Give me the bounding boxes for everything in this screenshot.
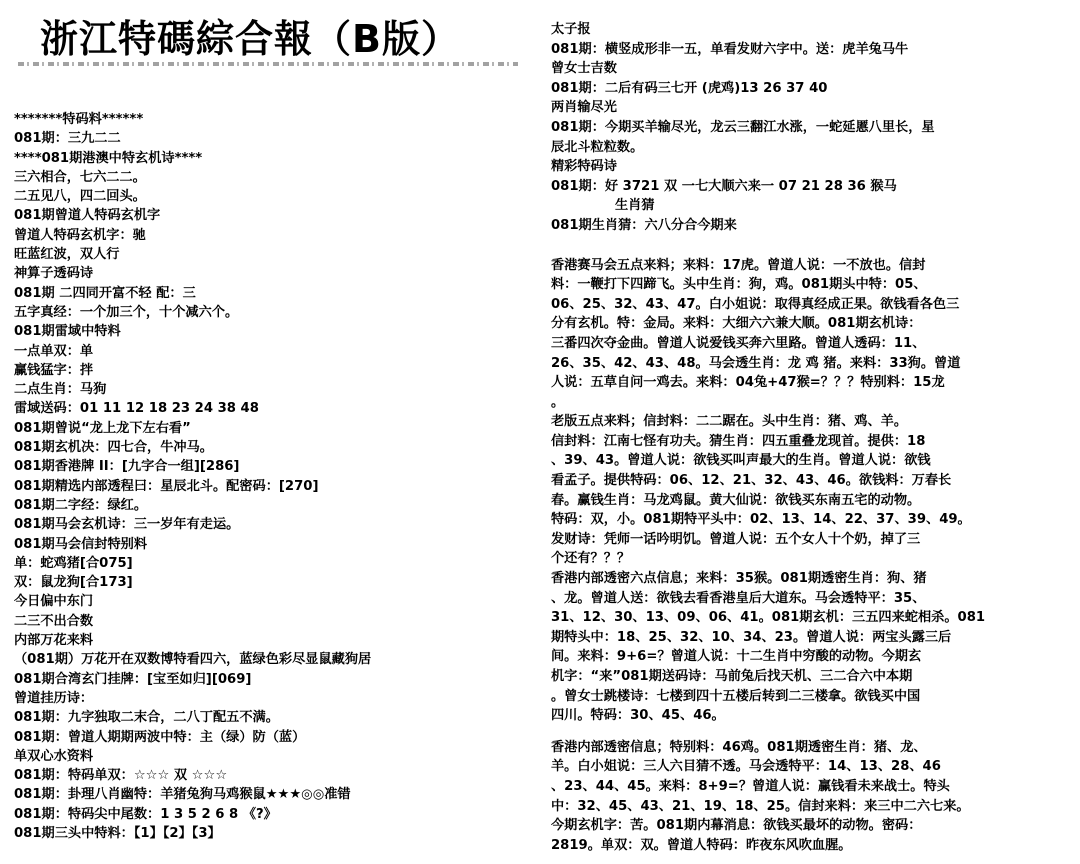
text-line: 081期曾说“龙上龙下左右看” (14, 420, 191, 436)
text-line: 羊。白小姐说：三人六目猜不透。马会透特平：14、13、28、46 (551, 759, 941, 775)
info-paragraph (551, 738, 1077, 856)
text-line: 发财诗：凭师一话吟明饥。曾道人说：五个女人十个奶，掉了三 (551, 531, 921, 547)
text-line: 06、25、32、43、47。白小姐说：取得真经成正果。欲钱看各色三 (551, 296, 960, 312)
title-scribble (18, 62, 518, 66)
text-line: 、39、43。曾道人说：欲钱买叫声最大的生肖。曾道人说：欲钱 (551, 453, 931, 469)
text-line: 081期二字经：绿红。 (14, 497, 148, 513)
text-line: 2819。单双：双。曾道人特码：昨夜东风吹血腥。 (551, 837, 852, 853)
text-line: 081期：三九二二 (14, 131, 121, 147)
text-line: 081期：曾道人期期两波中特：主（绿）防（蓝） (14, 729, 306, 745)
text-line: 分有玄机。特：金局。来料：大细六六兼大顺。081期玄机诗： (551, 316, 922, 332)
text-line: 081期马会玄机诗：三一岁年有走运。 (14, 517, 240, 533)
text-line: 单：蛇鸡猪[合075] (14, 555, 133, 571)
text-line: 081期：横竖成形非一五，单看发财六字中。送：虎羊兔马牛 (551, 41, 909, 57)
info-paragraph (551, 256, 1077, 726)
text-line: 081期三头中特料：【1】【2】【3】 (14, 825, 221, 841)
text-line: 曾道挂历诗： (14, 690, 94, 706)
text-line: 三番四次夺金曲。曾道人说爱钱买奔六里路。曾道人透码：11、 (551, 335, 926, 351)
text-line: 春。赢钱生肖：马龙鸡鼠。黄大仙说：欲钱买东南五宅的动物。 (551, 492, 921, 508)
text-line: 个还有？？？ (551, 551, 631, 567)
text-line: 081期：特码单双：☆☆☆ 双 ☆☆☆ (14, 768, 228, 784)
text-line: ****081期港澳中特玄机诗**** (14, 150, 203, 166)
text-line: 二点生肖：马狗 (14, 382, 107, 398)
text-line: 081期曾道人特码玄机字 (14, 208, 161, 224)
text-line: 081期香港牌 II：[九字合一组][286] (14, 459, 240, 475)
text-line: 生肖猜 (615, 198, 655, 214)
text-line: 信封料：江南七怪有功夫。猜生肖：四五重叠龙现首。提供：18 (551, 433, 926, 449)
text-line: 。 (551, 394, 565, 410)
text-line: 。曾女士跳楼诗：七楼到四十五楼后转到二三楼拿。欲钱买中国 (551, 688, 921, 704)
text-line: 26、35、42、43、48。马会透生肖：龙 鸡 猪。来料：33狗。曾道 (551, 355, 961, 371)
text-line: 精彩特码诗 (551, 159, 617, 175)
text-line: 081期：二后有码三七开 (虎鸡)13 26 37 40 (551, 80, 828, 96)
text-line: 31、12、30、13、09、06、41。081期玄机：三五四来蛇相杀。081 (551, 610, 986, 626)
text-line: 雷域送码：01 11 12 18 23 24 38 48 (14, 401, 259, 417)
text-line: 曾女士吉数 (551, 61, 617, 77)
text-line: 人说：五草自问一鸡去。来料：04兔+47猴=？？？特别料：15龙 (551, 375, 945, 391)
text-line: 中：32、45、43、21、19、18、25。信封来料：来三中二六七来。 (551, 798, 970, 814)
text-line: 料：一鞭打下四蹄飞。头中生肖：狗，鸡。081期头中特：05、 (551, 277, 927, 293)
text-line: （081期）万花开在双数博特看四六，蓝绿色彩尽显鼠藏狗居 (14, 652, 372, 668)
text-line: 辰北斗粒粒数。 (551, 139, 644, 155)
text-line: 老版五点来料；信封料：二二踞在。头中生肖：猪、鸡、羊。 (551, 414, 908, 430)
text-line: 间。来料：9+6=？曾道人说：十二生肖中穷酸的动物。今期玄 (551, 649, 922, 665)
text-line: 期特头中：18、25、32、10、34、23。曾道人说：两宝头露三后 (551, 629, 952, 645)
text-line: 赢钱猛字：拌 (14, 362, 94, 378)
text-line: 神算子透码诗 (14, 266, 94, 282)
text-line: 081期：好 3721 双 一七大顺六来一 07 21 28 36 猴马 (551, 178, 897, 194)
text-line: 、龙。曾道人送：欲钱去看香港皇后大道东。马会透特平：35、 (551, 590, 926, 606)
text-line: 081期：今期买羊输尽光，龙云三翻江水涨，一蛇延慝八里长，星 (551, 119, 935, 135)
text-line: 两肖输尽光 (551, 100, 617, 116)
text-line: 双：鼠龙狗[合173] (14, 575, 133, 591)
text-line: 081期合湾玄门挂牌：[宝至如归][069] (14, 671, 252, 687)
text-line: 081期：卦理八肖幽特：羊猪兔狗马鸡猴鼠★★★◎◎准错 (14, 787, 351, 803)
text-line: 081期玄机决：四七合，牛冲马。 (14, 440, 213, 456)
left-column (14, 110, 534, 843)
text-line: 今期玄机字：苦。081期内幕消息：欲钱买最坏的动物。密码： (551, 818, 922, 834)
text-line: 旺蓝红波，双人行 (14, 247, 120, 263)
text-line: 081期 二四同开富不轻 配：三 (14, 285, 196, 301)
text-line: 五字真经：一个加三个，十个减六个。 (14, 304, 239, 320)
text-line: 081期雷域中特料 (14, 324, 121, 340)
text-line: 081期精选内部透程曰：星辰北斗。配密码：[270] (14, 478, 319, 494)
right-column (551, 20, 1077, 855)
page-title: 浙江特碼綜合報（B版） (40, 17, 460, 61)
text-line: 今日偏中东门 (14, 594, 94, 610)
text-line: 看孟子。提供特码：06、12、21、32、43、46。欲钱料：万春长 (551, 473, 952, 489)
text-line: 香港赛马会五点来料；来料：17虎。曾道人说：一不放也。信封 (551, 257, 926, 273)
text-line: 一点单双：单 (14, 343, 94, 359)
text-line: 机字：“来”081期送码诗：马前兔后找天机、三二合六中本期 (551, 669, 913, 684)
text-line: 四川。特码：30、45、46。 (551, 708, 725, 724)
text-line: 香港内部透密信息；特别料：46鸡。081期透密生肖：猪、龙、 (551, 739, 927, 755)
text-line: 单双心水资料 (14, 748, 94, 764)
text-line: *******特码料****** (14, 112, 144, 127)
text-line: 二三不出合数 (14, 613, 94, 629)
text-line: 081期生肖猜：六八分合今期来 (551, 217, 737, 233)
text-line: 三六相合，七六二二。 (14, 169, 146, 185)
text-line: 香港内部透密六点信息；来料：35猴。081期透密生肖：狗、猪 (551, 571, 927, 587)
text-line: 081期：九字独取二末合，二八丁配五不满。 (14, 710, 279, 726)
text-line: 、23、44、45。来料：8+9=？曾道人说：赢钱看未来战士。特头 (551, 778, 950, 794)
text-line: 二五见八，四二回头。 (14, 189, 146, 205)
text-line: 特码：双，小。081期特平头中：02、13、14、22、37、39、49。 (551, 512, 971, 528)
text-line: 曾道人特码玄机字：驰 (14, 227, 146, 243)
text-line: 081期：特码尖中尾数：1 3 5 2 6 8 《?》 (14, 806, 277, 822)
text-line: 081期马会信封特别料 (14, 536, 148, 552)
text-line: 内部万花来料 (14, 633, 94, 649)
text-line: 太子报 (551, 22, 591, 37)
